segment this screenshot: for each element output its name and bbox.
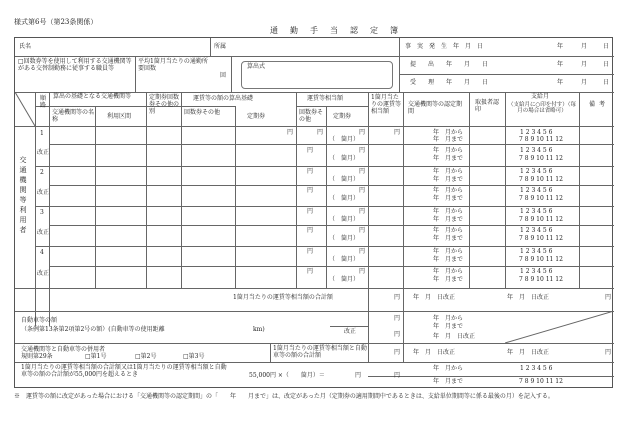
yen-1b-monthly: 円 bbox=[359, 147, 366, 154]
col-payment-month: 支給月 bbox=[531, 93, 550, 100]
receipt-label: 受 理 年 月 日 bbox=[410, 79, 489, 86]
yen-2a-b: 円 bbox=[359, 168, 366, 175]
monthly-total-yen: 円 bbox=[394, 294, 401, 301]
receipt-year: 年 bbox=[557, 79, 564, 86]
months-2b-a: 1 2 3 4 5 6 bbox=[520, 187, 553, 194]
times-checkbox-label[interactable]: □回数券等を使用して利用する交通機関等がある交替制勤務に従事する職員等 bbox=[18, 58, 132, 72]
form-number: 様式第6号（第23条関係） bbox=[14, 18, 98, 26]
calc-formula-label: 算出式 bbox=[247, 63, 266, 70]
yen-2a: 円 bbox=[307, 168, 314, 175]
affiliation-label: 所属 bbox=[214, 43, 227, 50]
col-fare-calc: 運賃等の額の算出基礎 bbox=[193, 95, 254, 102]
period-4a-to: 年 月まで bbox=[433, 256, 464, 263]
monthly-total-yen-2: 円 bbox=[605, 294, 612, 301]
submit-month: 月 bbox=[581, 61, 588, 68]
affiliation-field[interactable] bbox=[240, 40, 395, 54]
mixed-sum: 1箇月当たりの運賃等相当額と自動車等の額の合計額 bbox=[273, 345, 367, 359]
kagetsu-1a: （ 箇月） bbox=[329, 136, 360, 143]
yen-3a: 円 bbox=[307, 208, 314, 215]
name-label: 氏名 bbox=[19, 43, 32, 50]
row-2-revised: 改正 bbox=[37, 189, 50, 196]
car-label: 自動車等の額 bbox=[21, 317, 58, 324]
over-period-from: 年 月から bbox=[433, 365, 464, 372]
period-1a-from: 年 月から bbox=[433, 129, 464, 136]
over-months-b: 7 8 9 10 11 12 bbox=[519, 378, 563, 385]
kagetsu-4b: （ 箇月） bbox=[329, 276, 360, 283]
car-yen-2: 円 bbox=[394, 331, 401, 338]
event-day: 日 bbox=[603, 43, 610, 50]
mixed-revised-2: 年 月 日改正 bbox=[507, 349, 550, 356]
monthly-avg-label: 平均1箇月当たりの通勤所要回数 bbox=[138, 58, 208, 72]
event-month: 月 bbox=[581, 43, 588, 50]
row-2-number: 2 bbox=[40, 169, 44, 176]
mixed-yen-2: 円 bbox=[605, 349, 612, 356]
over-text: 1箇月当たりの運賃等相当額の合計額又は1箇月当たりの運賃等相当額と自動車等の額の合計額が55,000円を超えるとき bbox=[21, 364, 227, 378]
col-monthly-fare: 1箇月当たりの運賃等相当額 bbox=[371, 94, 402, 115]
row-4-number: 4 bbox=[40, 249, 44, 256]
months-1a-b: 7 8 9 10 11 12 bbox=[519, 136, 563, 143]
yen-3a-b: 円 bbox=[359, 208, 366, 215]
yen-4a-b: 円 bbox=[359, 248, 366, 255]
monthly-total-revised: 年 月 日改正 bbox=[413, 294, 456, 301]
submit-label: 提 出 年 月 日 bbox=[410, 61, 489, 68]
mixed-option-1[interactable]: □第1号 bbox=[85, 353, 107, 360]
submit-year: 年 bbox=[557, 61, 564, 68]
period-4a-from: 年 月から bbox=[433, 248, 464, 255]
months-3a-a: 1 2 3 4 5 6 bbox=[520, 208, 553, 215]
affiliation-input[interactable] bbox=[240, 40, 395, 54]
kagetsu-2b: （ 箇月） bbox=[329, 195, 360, 202]
yen-4b: 円 bbox=[307, 268, 314, 275]
monthly-total-label: 1箇月当たりの運賃等相当額の合計額 bbox=[233, 294, 333, 301]
kagetsu-4a: （ 箇月） bbox=[329, 256, 360, 263]
months-2a-a: 1 2 3 4 5 6 bbox=[520, 168, 553, 175]
yen-3b: 円 bbox=[307, 227, 314, 234]
side-label: 交通機関等利用者 bbox=[19, 156, 28, 236]
name-input[interactable] bbox=[45, 40, 205, 54]
months-4b-b: 7 8 9 10 11 12 bbox=[519, 276, 563, 283]
mixed-label: 交通機関等と自動車等の併用者 bbox=[21, 346, 106, 353]
col-use-section: 利用区間 bbox=[107, 113, 132, 120]
car-revised-date: 年 月 日改正 bbox=[433, 333, 476, 340]
receipt-month: 月 bbox=[581, 79, 588, 86]
months-4a-a: 1 2 3 4 5 6 bbox=[520, 248, 553, 255]
col-teiki-2: 定期券 bbox=[333, 113, 352, 120]
car-detail: （条例第13条第2項第2号の額）(自動車等の使用距離 bbox=[21, 326, 165, 333]
col-payment-note: （支給月に○印を付す）（毎月の場合は省略可） bbox=[507, 102, 577, 115]
over-period-to: 年 月まで bbox=[433, 378, 464, 385]
kai-unit: 回 bbox=[220, 72, 227, 79]
row-4-revised: 改正 bbox=[37, 270, 50, 277]
months-3b-b: 7 8 9 10 11 12 bbox=[519, 235, 563, 242]
yen-1a-teiki: 円 bbox=[287, 129, 294, 136]
car-period-to: 年 月まで bbox=[433, 323, 464, 330]
form-title: 通 勤 手 当 認 定 簿 bbox=[270, 26, 400, 35]
col-transport-name: 交通機関等の名称 bbox=[52, 109, 95, 123]
col-kaisu-1: 回数券その他 bbox=[184, 109, 221, 116]
footnote: ※ 運賃等の額に改定があった場合における「交通機関等の認定期間」の「 年 月まで」は、改定があった月（定期券の適用期間中であるときは、支給単位期間等に係る最後の月）を記入する。 bbox=[14, 393, 554, 400]
receipt-day: 日 bbox=[603, 79, 610, 86]
period-1a-to: 年 月まで bbox=[433, 136, 464, 143]
months-1b-b: 7 8 9 10 11 12 bbox=[519, 155, 563, 162]
col-remarks: 備考 bbox=[589, 101, 610, 108]
car-yen-1: 円 bbox=[394, 315, 401, 322]
car-diagonal bbox=[505, 311, 614, 343]
car-period-from: 年 月から bbox=[433, 315, 464, 322]
yen-1b-equiv: 円 bbox=[307, 147, 314, 154]
form-frame bbox=[14, 37, 613, 388]
period-3a-to: 年 月まで bbox=[433, 216, 464, 223]
period-4b-from: 年 月から bbox=[433, 268, 464, 275]
period-1b-to: 年 月まで bbox=[433, 155, 464, 162]
months-3b-a: 1 2 3 4 5 6 bbox=[520, 227, 553, 234]
yen-1a-equiv: 円 bbox=[359, 129, 366, 136]
months-3a-b: 7 8 9 10 11 12 bbox=[519, 216, 563, 223]
period-4b-to: 年 月まで bbox=[433, 276, 464, 283]
over-months-a: 1 2 3 4 5 6 bbox=[520, 365, 553, 372]
row-1-number: 1 bbox=[40, 130, 44, 137]
col-approver: 取扱者認印 bbox=[475, 99, 500, 113]
months-2a-b: 7 8 9 10 11 12 bbox=[519, 176, 563, 183]
monthly-total-revised-2: 年 月 日改正 bbox=[507, 294, 550, 301]
period-1b-from: 年 月から bbox=[433, 147, 464, 154]
kagetsu-3a: （ 箇月） bbox=[329, 216, 360, 223]
period-2a-to: 年 月まで bbox=[433, 176, 464, 183]
col-order: 順路 bbox=[39, 95, 46, 109]
event-date-label: 事 実 発 生 年 月 日 bbox=[405, 43, 484, 50]
yen-3b-b: 円 bbox=[359, 227, 366, 234]
over-yen: 円 bbox=[355, 372, 362, 379]
row-1-revised: 改正 bbox=[37, 149, 50, 156]
yen-1a-kaisu: 円 bbox=[317, 129, 324, 136]
col-period: 交通機関等の認定期間 bbox=[408, 101, 463, 115]
col-route-basis: 算出の基礎となる交通機関等 bbox=[53, 93, 132, 100]
name-field[interactable] bbox=[45, 40, 205, 54]
mixed-rule: 規則第29条 bbox=[21, 353, 53, 360]
yen-4b-b: 円 bbox=[359, 268, 366, 275]
mixed-revised: 年 月 日改正 bbox=[413, 349, 456, 356]
yen-2b-b: 円 bbox=[359, 187, 366, 194]
period-2a-from: 年 月から bbox=[433, 168, 464, 175]
period-3a-from: 年 月から bbox=[433, 208, 464, 215]
period-2b-from: 年 月から bbox=[433, 187, 464, 194]
col-kaisu-2: 回数券その他 bbox=[299, 109, 324, 123]
over-yen-2: 円 bbox=[394, 372, 401, 379]
col-teiki-1: 定期券 bbox=[247, 113, 266, 120]
kagetsu-2a: （ 箇月） bbox=[329, 176, 360, 183]
header-diagonal bbox=[15, 92, 35, 126]
row-3-revised: 改正 bbox=[37, 229, 50, 236]
yen-2b: 円 bbox=[307, 187, 314, 194]
mixed-option-2[interactable]: □第2号 bbox=[135, 353, 157, 360]
months-4b-a: 1 2 3 4 5 6 bbox=[520, 268, 553, 275]
period-2b-to: 年 月まで bbox=[433, 195, 464, 202]
row-3-number: 3 bbox=[40, 209, 44, 216]
submit-day: 日 bbox=[603, 61, 610, 68]
car-revised: 改正 bbox=[344, 328, 357, 335]
kagetsu-1b: （ 箇月） bbox=[329, 155, 360, 162]
months-1a-a: 1 2 3 4 5 6 bbox=[520, 129, 553, 136]
car-km: km) bbox=[253, 326, 265, 333]
months-2b-b: 7 8 9 10 11 12 bbox=[519, 195, 563, 202]
mixed-yen: 円 bbox=[394, 349, 401, 356]
col-fare-equiv: 運賃等相当額 bbox=[307, 95, 344, 102]
yen-1a-monthly: 円 bbox=[394, 129, 401, 136]
mixed-option-3[interactable]: □第3号 bbox=[183, 353, 205, 360]
period-3b-from: 年 月から bbox=[433, 227, 464, 234]
period-3b-to: 年 月まで bbox=[433, 235, 464, 242]
col-fixed-ticket: 定期券回数券その他の別 bbox=[149, 94, 180, 115]
months-1b-a: 1 2 3 4 5 6 bbox=[520, 147, 553, 154]
over-amount: 55,000円 ×（ 箇月）＝ bbox=[249, 372, 325, 379]
yen-4a: 円 bbox=[307, 248, 314, 255]
kagetsu-3b: （ 箇月） bbox=[329, 235, 360, 242]
months-4a-b: 7 8 9 10 11 12 bbox=[519, 256, 563, 263]
event-year: 年 bbox=[557, 43, 564, 50]
